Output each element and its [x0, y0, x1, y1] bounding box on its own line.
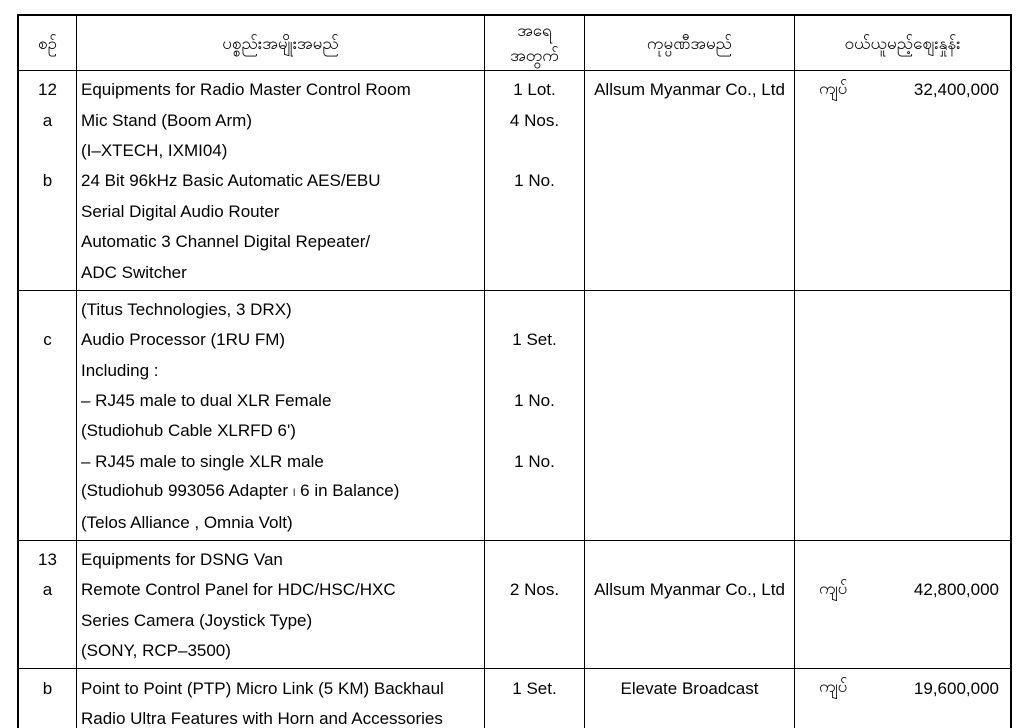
item-column-cell: [77, 541, 485, 669]
price-line: [795, 416, 1010, 446]
item-line: Equipments for DSNG Van: [81, 550, 283, 570]
item-line: (Studiohub 993056 Adapter ၊ 6 in Balance): [81, 480, 400, 500]
table-block: [19, 71, 1010, 291]
company-name: [585, 447, 794, 477]
price-line: [795, 575, 1010, 605]
quantity-value: [485, 416, 584, 446]
currency-label: ကျပ်: [819, 578, 848, 598]
col-header-price: [795, 16, 1010, 70]
price-line: [795, 136, 1010, 166]
company-name: [585, 704, 794, 728]
item-line: Series Camera (Joystick Type): [81, 610, 313, 630]
company-name: [585, 477, 794, 507]
price-line: [795, 295, 1010, 325]
table-block: [19, 541, 1010, 670]
quantity-value: 1 No.: [514, 171, 555, 191]
quantity-value: [485, 257, 584, 287]
col-header-price-label: ဝယ်ယူမည့်ဈေးနှုန်း: [844, 33, 961, 53]
quantity-value: 1 No.: [514, 451, 555, 471]
company-name: [585, 416, 794, 446]
price-column-cell: [795, 541, 1010, 669]
item-column-cell: [77, 669, 485, 728]
quantity-value: [485, 356, 584, 386]
quantity-value: [485, 704, 584, 728]
item-line: Serial Digital Audio Router: [81, 201, 280, 221]
company-name: [585, 257, 794, 287]
item-line: Mic Stand (Boom Arm): [81, 110, 252, 130]
item-line: – RJ45 male to dual XLR Female: [81, 391, 332, 411]
item-line: (I–XTECH, IXMI04): [81, 140, 228, 160]
col-header-serial-label: စဉ်: [38, 33, 57, 53]
serial-column-cell: [19, 291, 77, 540]
serial-label: [19, 197, 76, 227]
company-name: [585, 606, 794, 636]
company-name: [585, 325, 794, 355]
quantity-value: 1 Set.: [512, 678, 557, 698]
price-line: [795, 356, 1010, 386]
company-name: [585, 227, 794, 257]
serial-label: [19, 636, 76, 666]
currency-label: ကျပ်: [819, 677, 848, 697]
item-line: Including :: [81, 360, 159, 380]
col-header-serial: [19, 16, 77, 70]
procurement-table: [17, 14, 1012, 728]
item-line: (Studiohub Cable XLRFD 6'): [81, 421, 296, 441]
price-column-cell: [795, 71, 1010, 290]
quantity-value: [485, 227, 584, 257]
quantity-column-cell: [485, 71, 585, 290]
company-name: [585, 197, 794, 227]
serial-label: [19, 477, 76, 507]
item-line: ADC Switcher: [81, 262, 187, 282]
price-line: [795, 477, 1010, 507]
serial-label: [19, 227, 76, 257]
company-name: [585, 356, 794, 386]
item-line: (Telos Alliance , Omnia Volt): [81, 512, 293, 532]
price-column-cell: [795, 291, 1010, 540]
serial-label: [19, 356, 76, 386]
serial-label: a: [42, 110, 53, 130]
table-header-row: [19, 16, 1010, 71]
serial-label: [19, 507, 76, 537]
currency-label: ကျပ်: [819, 78, 848, 98]
serial-label: b: [42, 171, 53, 191]
price-line: [795, 507, 1010, 537]
serial-label: [19, 447, 76, 477]
col-header-company: [585, 16, 795, 70]
quantity-value: 4 Nos.: [509, 110, 560, 130]
company-name: [585, 105, 794, 135]
price-line: [795, 636, 1010, 666]
item-column-cell: [77, 291, 485, 540]
serial-label: 13: [38, 550, 57, 570]
company-column-cell: [585, 541, 795, 669]
price-line: [795, 325, 1010, 355]
col-header-quantity-label-line2: အတွက်: [510, 46, 559, 65]
serial-column-cell: [19, 71, 77, 290]
quantity-value: 2 Nos.: [509, 580, 560, 600]
item-line: Audio Processor (1RU FM): [81, 330, 286, 350]
quantity-value: 1 Set.: [512, 330, 557, 350]
item-line: Automatic 3 Channel Digital Repeater/: [81, 232, 371, 252]
item-line: (Titus Technologies, 3 DRX): [81, 299, 292, 319]
table-body: [19, 71, 1010, 728]
quantity-value: 1 No.: [514, 391, 555, 411]
quantity-value: [485, 507, 584, 537]
col-header-item-label: ပစ္စည်းအမျိုးအမည်: [222, 33, 339, 53]
item-line: Radio Ultra Features with Horn and Accessories: [81, 709, 443, 728]
price-line: [795, 105, 1010, 135]
company-column-cell: [585, 669, 795, 728]
quantity-value: [485, 606, 584, 636]
company-name: Allsum Myanmar Co., Ltd: [594, 580, 785, 600]
serial-column-cell: [19, 541, 77, 669]
item-line: – RJ45 male to single XLR male: [81, 451, 324, 471]
price-line: [795, 166, 1010, 196]
company-name: [585, 507, 794, 537]
serial-label: [19, 606, 76, 636]
company-column-cell: [585, 291, 795, 540]
item-column-cell: [77, 71, 485, 290]
serial-label: [19, 295, 76, 325]
price-line: [795, 197, 1010, 227]
quantity-value: [485, 545, 584, 575]
company-name: Allsum Myanmar Co., Ltd: [594, 80, 785, 100]
item-line: Point to Point (PTP) Micro Link (5 KM) Backhaul: [81, 678, 444, 698]
price-line: [795, 704, 1010, 728]
quantity-value: [485, 295, 584, 325]
quantity-value: [485, 477, 584, 507]
price-line: [795, 606, 1010, 636]
company-name: [585, 136, 794, 166]
col-header-item: [77, 16, 485, 70]
company-name: Elevate Broadcast: [620, 678, 759, 698]
quantity-column-cell: [485, 291, 585, 540]
col-header-quantity-label-line1: အရေ: [517, 21, 552, 40]
price-line: [795, 673, 1010, 703]
price-amount: 42,800,000: [913, 580, 999, 600]
serial-label: [19, 136, 76, 166]
company-name: [585, 166, 794, 196]
price-amount: 19,600,000: [913, 678, 999, 698]
company-name: [585, 636, 794, 666]
serial-label: b: [42, 678, 53, 698]
col-header-company-label: ကုမ္ပဏီအမည်: [646, 33, 733, 53]
item-line: Remote Control Panel for HDC/HSC/HXC: [81, 580, 396, 600]
company-column-cell: [585, 71, 795, 290]
price-amount: 32,400,000: [913, 80, 999, 100]
quantity-value: [485, 636, 584, 666]
price-column-cell: [795, 669, 1010, 728]
price-line: [795, 386, 1010, 416]
company-name: [585, 386, 794, 416]
serial-label: [19, 704, 76, 728]
serial-label: [19, 257, 76, 287]
table-block: [19, 291, 1010, 541]
table-block: [19, 669, 1010, 728]
quantity-value: [485, 136, 584, 166]
serial-label: [19, 386, 76, 416]
quantity-column-cell: [485, 541, 585, 669]
price-line: [795, 75, 1010, 105]
quantity-value: 1 Lot.: [513, 80, 556, 100]
serial-label: [19, 416, 76, 446]
serial-label: c: [43, 330, 52, 350]
quantity-column-cell: [485, 669, 585, 728]
item-line: Equipments for Radio Master Control Room: [81, 80, 411, 100]
item-line: (SONY, RCP–3500): [81, 641, 231, 661]
price-line: [795, 545, 1010, 575]
company-name: [585, 295, 794, 325]
serial-label: a: [42, 580, 53, 600]
price-line: [795, 447, 1010, 477]
col-header-quantity: [485, 16, 585, 70]
company-name: [585, 545, 794, 575]
serial-label: 12: [38, 80, 57, 100]
price-line: [795, 257, 1010, 287]
item-line: 24 Bit 96kHz Basic Automatic AES/EBU: [81, 171, 381, 191]
serial-column-cell: [19, 669, 77, 728]
price-line: [795, 227, 1010, 257]
quantity-value: [485, 197, 584, 227]
